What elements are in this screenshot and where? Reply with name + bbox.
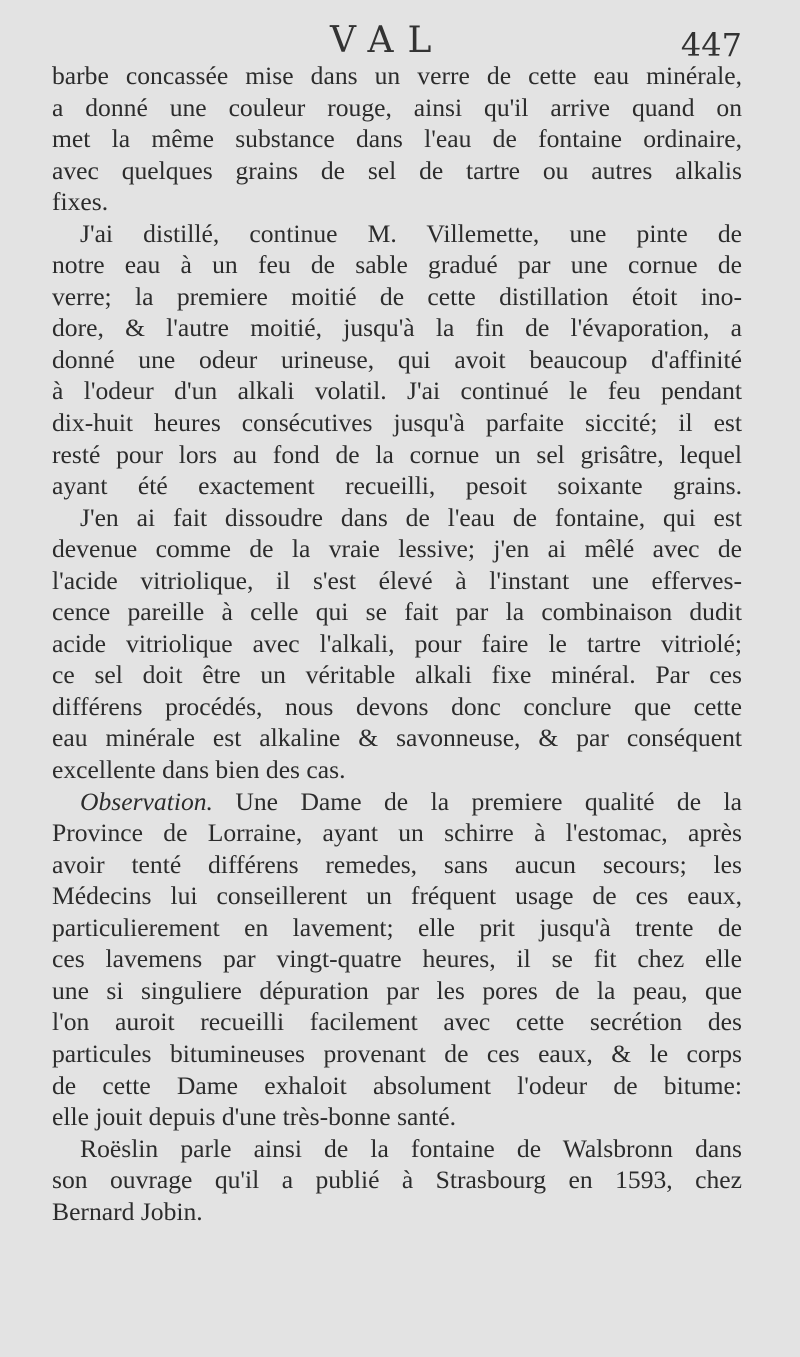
text-line: de cette Dame exhaloit absolument l'odeur de bitume: [52, 1070, 742, 1100]
text-line: Médecins lui conseillerent un fréquent usage de ces eaux, [52, 881, 742, 911]
text-line: verre; la premiere moitié de cette distillation étoit ino- [52, 281, 742, 311]
text-line: Bernard Jobin. [52, 1196, 203, 1226]
text-line: avec quelques grains de sel de tartre ou autres alkalis [52, 155, 742, 185]
body-text [52, 60, 742, 1227]
paragraph [52, 502, 742, 786]
text-line: excellente dans bien des cas. [52, 755, 346, 785]
text-line: particulierement en lavement; elle prit jusqu'à trente de [52, 912, 742, 942]
text-line: J'en ai fait dissoudre dans de l'eau de fontaine, qui est [80, 502, 742, 532]
text-line: barbe concassée mise dans un verre de cette eau minérale, [52, 61, 742, 90]
text-line: cence pareille à celle qui se fait par la combinaison dudit [52, 597, 742, 627]
text-line: à l'odeur d'un alkali volatil. J'ai continué le feu pendant [52, 376, 742, 406]
text-line: met la même substance dans l'eau de fontaine ordinaire, [52, 124, 742, 154]
paragraph [52, 60, 742, 218]
text-line: dore, & l'autre moitié, jusqu'à la fin de l'évaporation, a [52, 313, 742, 343]
paragraph [52, 218, 742, 502]
text-line: donné une odeur urineuse, qui avoit beaucoup d'affinité [52, 344, 742, 374]
text-line: particules bitumineuses provenant de ces eaux, & le corps [52, 1038, 742, 1068]
text-line: J'ai distillé, continue M. Villemette, une pinte de [80, 218, 742, 248]
paragraph [52, 786, 742, 1133]
text-line: Roëslin parle ainsi de la fontaine de Walsbronn dans [80, 1133, 742, 1163]
running-head: VAL [330, 20, 446, 61]
text-fragment: Une Dame de la premiere qualité de la [212, 786, 742, 816]
text-line: eau minérale est alkaline & savonneuse, & par conséquent [52, 723, 742, 753]
text-line: ayant été exactement recueilli, pesoit soixante grains. [52, 471, 742, 501]
text-line: ce sel doit être un véritable alkali fixe minéral. Par ces [52, 660, 742, 690]
observation-label: Observation. [80, 786, 213, 816]
text-line: a donné une couleur rouge, ainsi qu'il arrive quand on [52, 92, 742, 122]
text-line: avoir tenté différens remedes, sans aucun secours; les [52, 849, 742, 879]
text-line: resté pour lors au fond de la cornue un sel grisâtre, lequel [52, 439, 742, 469]
text-line [52, 786, 742, 818]
text-line: devenue comme de la vraie lessive; j'en ai mêlé avec de [52, 534, 742, 564]
text-line: son ouvrage qu'il a publié à Strasbourg en 1593, chez [52, 1165, 742, 1195]
page-number: 447 [680, 26, 742, 64]
text-line: fixes. [52, 187, 109, 217]
text-line: ces lavemens par vingt-quatre heures, il se fit chez elle [52, 944, 742, 974]
text-line: l'on auroit recueilli facilement avec cette secrétion des [52, 1007, 742, 1037]
text-line: elle jouit depuis d'une très-bonne santé. [52, 1102, 457, 1132]
paragraph [52, 1133, 742, 1228]
text-line: acide vitriolique avec l'alkali, pour faire le tartre vitriolé; [52, 628, 742, 658]
text-line: l'acide vitriolique, il s'est élevé à l'instant une efferves- [52, 565, 742, 595]
text-line: différens procédés, nous devons donc conclure que cette [52, 691, 742, 721]
text-line: dix-huit heures consécutives jusqu'à parfaite siccité; il est [52, 408, 742, 438]
text-line: notre eau à un feu de sable gradué par une cornue de [52, 250, 742, 280]
text-line: Province de Lorraine, ayant un schirre à l'estomac, après [52, 818, 742, 848]
text-line: une si singuliere dépuration par les pores de la peau, que [52, 975, 742, 1005]
